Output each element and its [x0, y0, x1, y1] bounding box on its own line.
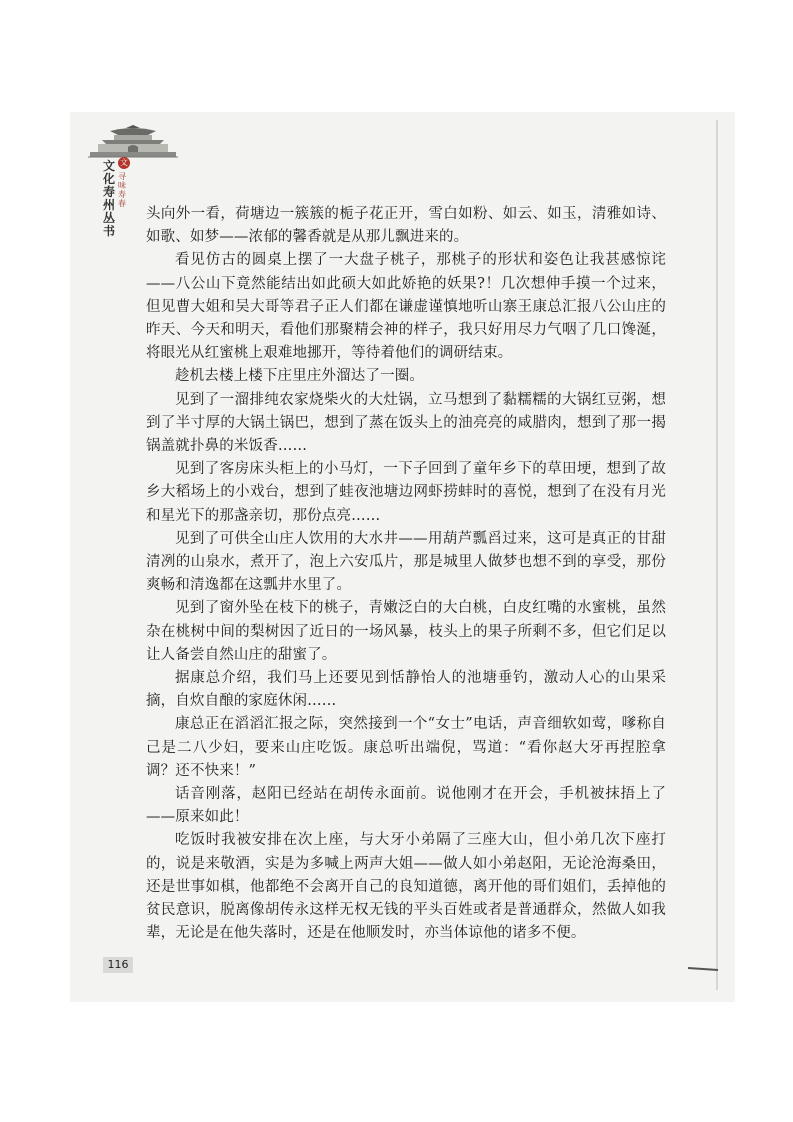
paragraph: 吃饭时我被安排在次上座，与大牙小弟隔了三座大山，但小弟几次下座打的，说是来敬酒，实是为多喊上两声大姐——做人如小弟赵阳，无论沧海桑田，还是世事如棋，他都绝不会离开自己的良知道德，离开他的哥们姐们，丢掉他的贫民意识，脱离像胡传永这样无权无钱的平头百姓或者是普通群众，然做人如我辈，无论是在他失落时，还是在他顺发时，亦当体谅他的诸多不便。: [146, 832, 666, 942]
paragraph: 趁机去楼上楼下庄里庄外溜达了一圈。: [175, 368, 425, 385]
paragraph: 见到了一溜排纯农家烧柴火的大灶锅，立马想到了黏糯糯的大锅红豆粥，想到了半寸厚的大锅土锅巴，想到了蒸在饭头上的油亮亮的咸腊肉，想到了那一揭锅盖就扑鼻的米饭香……: [146, 391, 666, 455]
paragraph: 看见仿古的圆桌上摆了一大盘子桃子，那桃子的形状和姿色让我甚感惊诧——八公山下竟然能结出如此硕大如此娇艳的妖果?！几次想伸手摸一个过来，但见曹大姐和吴大哥等君子正人们都在谦虚谨慎地听山寨王康总汇报八公山庄的昨天、今天和明天，看他们那聚精会神的样子，我只好用尽力气咽了几口馋涎，将眼光从红蜜桃上艰难地挪开，等待着他们的调研结束。: [146, 252, 666, 362]
page-number: 116: [103, 957, 133, 973]
paragraph: 头向外一看，荷塘边一簇簇的栀子花正开，雪白如粉、如云、如玉，清雅如诗、如歌、如梦——浓郁的馨香就是从那儿飘进来的。: [146, 206, 666, 246]
paragraph: 康总正在滔滔汇报之际，突然接到一个“女士”电话，声音细软如莺，嗲称自己是二八少妇，要来山庄吃饭。康总听出端倪，骂道：“看你赵大牙再捏腔拿调？还不快来！”: [146, 716, 666, 779]
paragraph: 据康总介绍，我们马上还要见到恬静怡人的池塘垂钓，激动人心的山果采摘，自炊自酿的家庭休闲……: [146, 670, 666, 710]
series-subtitle: 寻味寿春: [118, 172, 126, 208]
paragraph: 见到了窗外坠在枝下的桃子，青嫩泛白的大白桃，白皮红嘴的水蜜桃，虽然杂在桃树中间的梨树因了近日的一场风暴，枝头上的果子所剩不多，但它们足以让人备尝自然山庄的甜蜜了。: [146, 600, 666, 663]
series-title: 文化寿州丛书: [103, 159, 116, 238]
article-body: [146, 203, 666, 946]
series-seal: 文: [120, 158, 128, 167]
paragraph: 见到了可供全山庄人饮用的大水井——用葫芦瓢舀过来，这可是真正的甘甜清冽的山泉水，煮开了，泡上六安瓜片，那是城里人做梦也想不到的享受，那份爽畅和清逸都在这瓢井水里了。: [146, 530, 666, 594]
paragraph: 见到了客房床头柜上的小马灯，一下子回到了童年乡下的草田埂，想到了故乡大稻场上的小戏台，想到了蛙夜池塘边网虾捞蚌时的喜悦，想到了在没有月光和星光下的那盏亲切，那份点亮……: [146, 461, 666, 524]
ancient-gate-tower-icon: [88, 124, 178, 158]
page-edge: [716, 120, 718, 990]
paragraph: 话音刚落，赵阳已经站在胡传永面前。说他刚才在开会，手机被抹捂上了——原来如此！: [146, 786, 666, 826]
